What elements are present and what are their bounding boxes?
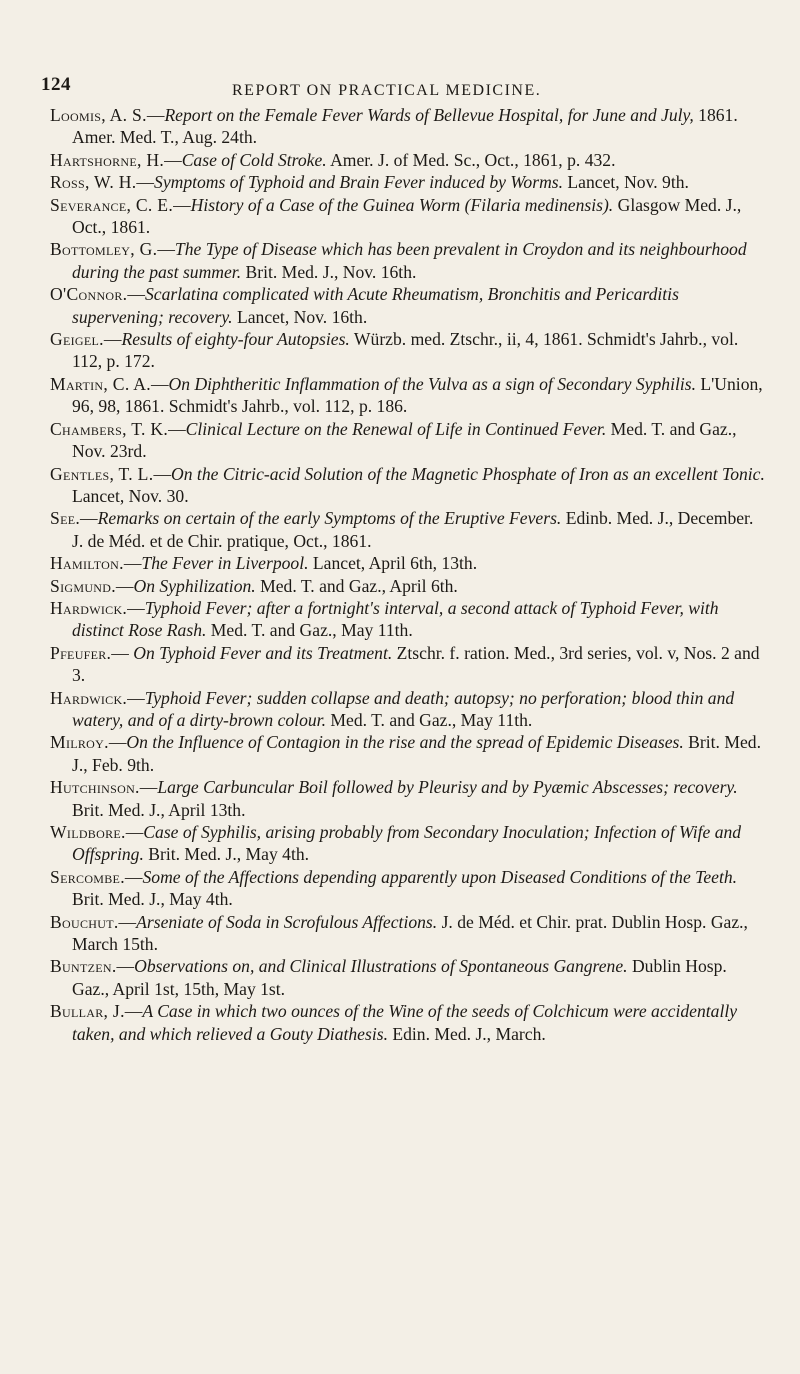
entry-source: Würzb. med. Ztschr., ii, 4, 1861. Schmidt's Jahrb., vol. 112, p. 172. (72, 329, 739, 372)
entry-title: The Fever in Liverpool. (141, 553, 309, 574)
entry-author: Milroy. (50, 732, 109, 753)
entry-source: L'Union, 96, 98, 1861. Schmidt's Jahrb., vol. 112, p. 186. (72, 373, 763, 417)
bibliography-entry (50, 463, 768, 508)
entry-source: Med. T. and Gaz., Nov. 23rd. (72, 418, 737, 462)
entry-author: Hutchinson. (50, 777, 140, 798)
entry-author: Ross, W. H. (50, 172, 137, 193)
entry-separator: — (80, 508, 98, 529)
bibliography-list (50, 104, 768, 1045)
entry-source: Med. T. and Gaz., May 11th. (325, 709, 533, 730)
bibliography-entry (50, 955, 768, 1000)
entry-separator: — (164, 149, 182, 170)
bibliography-entry (50, 731, 768, 776)
entry-separator: — (123, 553, 142, 574)
bibliography-entry (50, 507, 768, 552)
entry-separator: — (125, 822, 144, 842)
entry-title: On Typhoid Fever and its Treatment. (133, 642, 393, 663)
bibliography-entry (50, 687, 768, 732)
entry-source: Med. T. and Gaz., April 6th. (255, 575, 458, 596)
entry-title: Symptoms of Typhoid and Brain Fever induced by Worms. (154, 172, 564, 193)
entry-source: Lancet, April 6th, 13th. (308, 553, 478, 574)
entry-source: Med. T. and Gaz., May 11th. (206, 620, 413, 641)
entry-source: Ztschr. f. ration. Med., 3rd series, vol. v, Nos. 2 and 3. (72, 642, 760, 686)
entry-separator: — (139, 777, 158, 798)
bibliography-entry (50, 552, 768, 574)
bibliography-entry (50, 597, 768, 642)
entry-title: Case of Cold Stroke. (181, 149, 327, 170)
entry-title: Large Carbuncular Boil followed by Pleurisy and by Pyæmic Abscesses; recovery. (157, 777, 738, 798)
entry-title: On the Citric-acid Solution of the Magnetic Phosphate of Iron as an excellent Tonic. (171, 463, 765, 484)
bibliography-entry (50, 104, 768, 149)
entry-separator: — (146, 105, 165, 125)
entry-source: Edinb. Med. J., December. J. de Méd. et de Chir. pratique, Oct., 1861. (72, 508, 754, 551)
entry-author: Martin, C. A. (50, 373, 151, 394)
entry-author: Hardwick. (50, 687, 128, 708)
entry-source: Brit. Med. J., April 13th. (72, 799, 246, 820)
entry-author: O'Connor. (50, 284, 128, 305)
entry-separator: — (115, 575, 134, 596)
entry-title: On the Influence of Contagion in the rise and the spread of Epidemic Diseases. (126, 732, 684, 753)
entry-source: J. de Méd. et Chir. prat. Dublin Hosp. Gaz., March 15th. (72, 911, 748, 955)
bibliography-entry (50, 171, 768, 193)
entry-source: Dublin Hosp. Gaz., April 1st, 15th, May 1st. (72, 956, 727, 999)
bibliography-entry (50, 575, 768, 597)
entry-separator: — (150, 373, 169, 394)
entry-separator: — (124, 866, 143, 887)
bibliography-entry (50, 373, 768, 418)
entry-author: Buntzen. (50, 956, 117, 977)
running-head: REPORT ON PRACTICAL MEDICINE. (232, 82, 542, 99)
entry-separator: — (118, 911, 137, 932)
bibliography-entry (50, 194, 768, 239)
entry-title: A Case in which two ounces of the Wine of the seeds of Colchicum were accidentally taken, and which relieved a Gouty Diathesis. (72, 1001, 738, 1044)
entry-author: See. (50, 508, 81, 529)
entry-source: Lancet, Nov. 16th. (232, 306, 368, 327)
entry-source: Brit. Med. J., May 4th. (72, 889, 233, 910)
entry-separator: — (111, 642, 134, 663)
page-number: 124 (41, 74, 71, 95)
entry-source: Glasgow Med. J., Oct., 1861. (72, 194, 742, 238)
bibliography-entry (50, 328, 768, 373)
entry-author: Bouchut. (50, 911, 119, 932)
bibliography-entry (50, 821, 768, 866)
entry-author: Bullar, J. (50, 1001, 125, 1022)
entry-title: Clinical Lecture on the Renewal of Life in Continued Fever. (185, 418, 607, 439)
entry-separator: — (136, 172, 155, 193)
entry-author: Loomis, A. S. (50, 105, 147, 125)
bibliography-entry (50, 283, 768, 328)
entry-source: Brit. Med. J., Nov. 16th. (241, 261, 417, 282)
bibliography-entry (50, 149, 768, 171)
bibliography-entry (50, 1000, 768, 1045)
entry-separator: — (127, 284, 145, 305)
entry-separator: — (157, 239, 175, 260)
bibliography-entry (50, 642, 768, 687)
entry-author: Hartshorne, H. (50, 149, 165, 170)
entry-separator: — (108, 732, 127, 753)
entry-title: Arseniate of Soda in Scrofulous Affections. (136, 911, 438, 932)
entry-source: Brit. Med. J., Feb. 9th. (72, 732, 761, 775)
entry-author: Hamilton. (50, 553, 124, 574)
entry-separator: — (127, 687, 145, 708)
entry-separator: — (153, 463, 172, 484)
entry-author: Severance, C. E. (50, 194, 174, 215)
entry-title: On Syphilization. (133, 575, 256, 596)
entry-title: Report on the Female Fever Wards of Bellevue Hospital, for June and July, (164, 105, 694, 125)
entry-source: 1861. Amer. Med. T., Aug. 24th. (72, 105, 738, 148)
entry-source: Lancet, Nov. 9th. (563, 172, 689, 193)
entry-author: Geigel. (50, 329, 104, 350)
entry-title: Some of the Affections depending apparently upon Diseased Conditions of the Teeth. (142, 866, 738, 887)
entry-title: On Diphtheritic Inflammation of the Vulva as a sign of Secondary Syphilis. (168, 373, 696, 394)
entry-author: Sercombe. (50, 866, 125, 887)
entry-source: Edin. Med. J., March. (387, 1023, 546, 1044)
bibliography-entry (50, 238, 768, 283)
entry-author: Chambers, T. K. (50, 418, 169, 439)
entry-source: Lancet, Nov. 30. (72, 485, 189, 506)
entry-separator: — (168, 418, 186, 439)
bibliography-entry (50, 776, 768, 821)
entry-title: The Type of Disease which has been prevalent in Croydon and its neighbourhood during the past summer. (72, 239, 747, 282)
bibliography-entry (50, 866, 768, 911)
bibliography-entry (50, 911, 768, 956)
bibliography-entry (50, 418, 768, 463)
entry-author: Wildbore. (50, 822, 126, 842)
entry-title: Results of eighty-four Autopsies. (121, 329, 350, 350)
entry-separator: — (124, 1001, 143, 1022)
entry-author: Hardwick. (50, 597, 128, 618)
entry-source: Amer. J. of Med. Sc., Oct., 1861, p. 432. (326, 149, 616, 170)
entry-title: Scarlatina complicated with Acute Rheumatism, Bronchitis and Pericarditis supervening; recovery. (72, 284, 679, 327)
entry-separator: — (173, 194, 191, 215)
entry-author: Bottomley, G. (50, 239, 158, 260)
entry-title: History of a Case of the Guinea Worm (Filaria medinensis). (190, 194, 614, 215)
entry-title: Observations on, and Clinical Illustrations of Spontaneous Gangrene. (134, 956, 628, 977)
entry-title: Typhoid Fever; after a fortnight's interval, a second attack of Typhoid Fever, with distinct Rose Rash. (72, 597, 719, 641)
entry-author: Sigmund. (50, 575, 116, 596)
entry-separator: — (103, 329, 122, 350)
entry-title: Remarks on certain of the early Symptoms of the Eruptive Fevers. (97, 508, 562, 529)
entry-title: Case of Syphilis, arising probably from Secondary Inoculation; Infection of Wife and Offspring. (72, 822, 742, 865)
entry-separator: — (116, 956, 135, 977)
entry-title: Typhoid Fever; sudden collapse and death; autopsy; no perforation; blood thin and watery, and of a dirty-brown colour. (72, 687, 735, 730)
entry-separator: — (127, 597, 145, 618)
entry-author: Pfeufer. (50, 642, 112, 663)
entry-author: Gentles, T. L. (50, 463, 154, 484)
entry-source: Brit. Med. J., May 4th. (143, 844, 310, 865)
